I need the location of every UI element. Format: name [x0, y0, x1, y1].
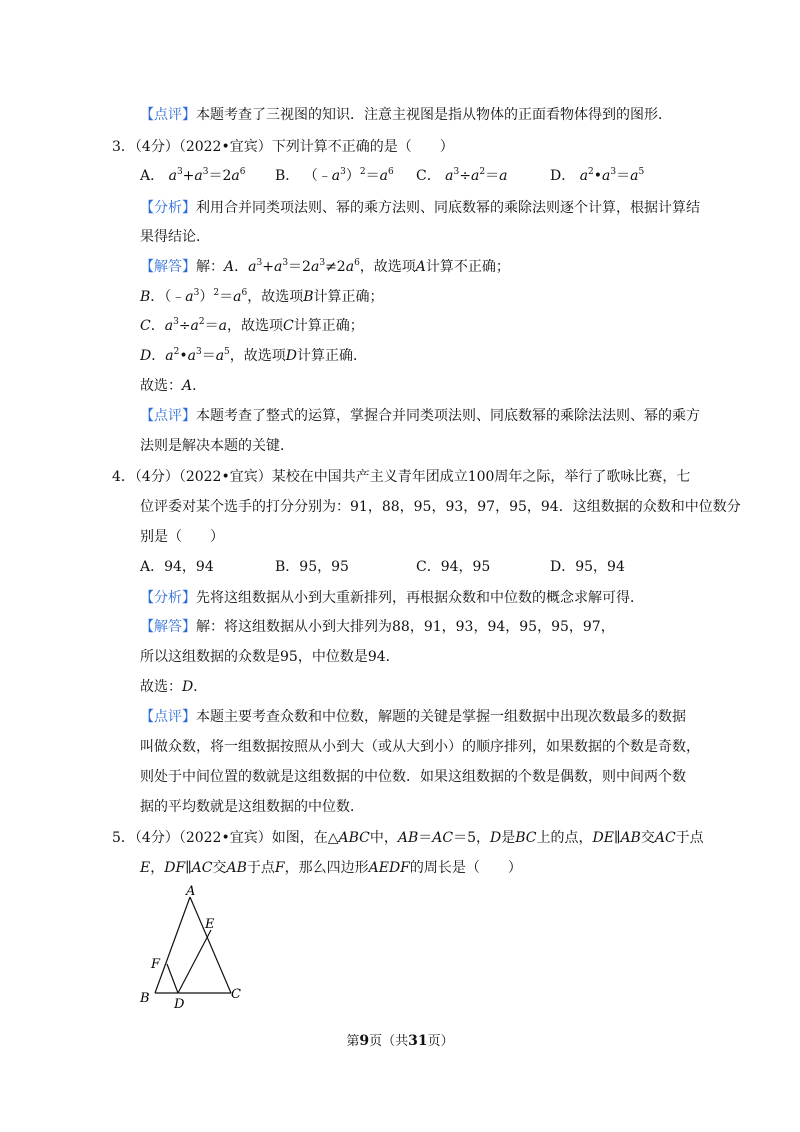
- review-text: 本题考查了三视图的知识．注意主视图是指从物体的正面看物体得到的图形．: [196, 107, 672, 123]
- q4-option-c: C．94，95: [416, 559, 491, 575]
- option-label: A．: [140, 168, 165, 184]
- question-number: 4．: [112, 469, 135, 485]
- option-label: D．: [550, 168, 576, 184]
- choice-label: 故选：: [140, 679, 182, 695]
- label-d: D: [174, 997, 185, 1010]
- stem-part: D: [490, 830, 502, 846]
- stem-part: AC: [191, 860, 213, 876]
- answer-text: 解：将这组数据从小到大排列为88，91，93，94，95，95，97，: [196, 619, 615, 635]
- q3-review: [140, 406, 700, 426]
- side-ac: [190, 897, 231, 993]
- answer-tag: 【解答】: [140, 619, 196, 635]
- q4-option-d: D．95，94: [550, 559, 625, 575]
- question-4-stem-3: [140, 527, 224, 547]
- stem-part: ＝5，: [453, 830, 491, 846]
- page-number: 9: [359, 1033, 370, 1049]
- analysis-text: 先将这组数据从小到大重新排列，再根据众数和中位数的概念求解可得．: [196, 590, 644, 606]
- stem-part: AC: [654, 830, 676, 846]
- footer-text: 页）: [427, 1034, 454, 1049]
- q4-answer-cont: [140, 647, 400, 667]
- label-a: A: [186, 884, 196, 899]
- stem-part: E: [140, 860, 151, 876]
- segment-de: [178, 930, 211, 993]
- question-5-stem-2: [140, 858, 522, 878]
- stem-part: ABC: [338, 830, 370, 846]
- question-number: 3．: [112, 139, 135, 155]
- analysis-tag: 【分析】: [140, 200, 196, 216]
- q4-option-a: A．94，94: [140, 559, 214, 575]
- q3-review-cont: [140, 436, 294, 456]
- stem-part: BC: [515, 830, 537, 846]
- q4-review-2: [140, 737, 700, 757]
- question-stem: 位评委对某个选手的打分分别为：91，88，95，93，97，95，94．这组数据的众数和中位数分: [140, 499, 741, 515]
- segment-df: [167, 964, 178, 993]
- stem-part: 上的点，: [536, 830, 593, 846]
- stem-part: ，那么四边形: [284, 860, 369, 876]
- q3-option-c: C． $a^3\div a^2=a$: [416, 167, 508, 184]
- stem-part: 于点: [246, 860, 275, 876]
- question-stem: （4分）（2022•宜宾）某校在中国共产主义青年团成立100周年之际，举行了歌咏比赛，七: [134, 469, 691, 485]
- q3-option-d: D． $a^2•a^3=a^5$: [550, 167, 645, 184]
- q4-option-b: B．95，95: [275, 559, 349, 575]
- review-text: 据的平均数就是这组数据的中位数．: [140, 799, 364, 815]
- question-5-stem: [112, 828, 704, 848]
- option-label: B．: [275, 168, 300, 184]
- q3-analysis: [140, 198, 700, 218]
- answer-tag: 【解答】: [140, 259, 196, 275]
- stem-part: ，: [150, 860, 165, 876]
- stem-part: DF: [164, 860, 186, 876]
- q3-analysis-cont: [140, 227, 210, 247]
- q3-answer-c: C．$a^3\div a^2=a$，故选项C计算正确；: [140, 317, 364, 334]
- stem-part: 的周长是（ ）: [409, 860, 522, 876]
- q4-answer: [140, 617, 615, 637]
- question-stem: 别是（ ）: [140, 529, 224, 545]
- stem-part: 于点: [675, 830, 704, 846]
- stem-part: 是: [501, 830, 516, 846]
- review-tag: 【点评】: [140, 107, 196, 123]
- q4-review: [140, 707, 686, 727]
- stem-part: AC: [432, 830, 454, 846]
- review-text: 法则是解决本题的关键．: [140, 438, 294, 454]
- q3-option-b: B． $(﹣a^3)^2=a^6$: [275, 167, 394, 184]
- stem-part: AB: [620, 830, 641, 846]
- question-4-stem-2: [140, 497, 741, 517]
- stem-part: ∥: [613, 830, 621, 846]
- stem-part: 中，: [369, 830, 398, 846]
- analysis-tag: 【分析】: [140, 590, 196, 606]
- stem-part: AB: [226, 860, 247, 876]
- stem-part: 交: [640, 830, 655, 846]
- question-number: 5．: [112, 830, 135, 846]
- choice-value: A: [182, 378, 193, 394]
- choice-label: 故选：: [140, 378, 182, 394]
- triangle-figure: [130, 880, 260, 1010]
- label-c: C: [231, 987, 241, 1002]
- label-f: F: [151, 957, 161, 972]
- question-4-stem: [112, 467, 690, 487]
- review-tag: 【点评】: [140, 709, 196, 725]
- review-text: 本题主要考查众数和中位数，解题的关键是掌握一组数据中出现次数最多的数据: [196, 709, 686, 725]
- stem-part: ＝: [418, 830, 433, 846]
- q3-answer-d: D．$a^2•a^3=a^5$，故选项D计算正确．: [140, 347, 368, 364]
- review-text: 本题考查了整式的运算，掌握合并同类项法则、同底数幂的乘除法法则、幂的乘方: [196, 408, 700, 424]
- footer-text: 页（共: [369, 1034, 409, 1049]
- prev-review: [140, 105, 672, 125]
- footer-text: 第: [346, 1034, 360, 1049]
- stem-part: （4分）（2022•宜宾）如图，在△: [134, 830, 339, 846]
- q3-choice: 故选：A．: [140, 378, 207, 394]
- review-text: 则处于中间位置的数就是这组数据的中位数．如果这组数据的个数是偶数，则中间两个数: [140, 769, 686, 785]
- analysis-text: 果得结论．: [140, 229, 210, 245]
- stem-part: AEDF: [368, 860, 410, 876]
- label-b: B: [140, 991, 150, 1006]
- total-pages: 31: [408, 1033, 428, 1049]
- option-label: C．: [416, 168, 441, 184]
- answer-text: 所以这组数据的众数是95，中位数是94．: [140, 649, 400, 665]
- stem-part: DE: [592, 830, 614, 846]
- choice-value: D: [182, 679, 194, 695]
- stem-part: AB: [397, 830, 419, 846]
- q3-answer-a: 【解答】解：A．$a^3+a^3=2a^3\ne 2a^6$，故选项A计算不正确；: [140, 258, 510, 275]
- page-footer: [0, 1031, 800, 1052]
- stem-part: 交: [212, 860, 227, 876]
- question-stem: （4分）（2022•宜宾）下列计算不正确的是（ ）: [134, 139, 454, 155]
- review-text: 叫做众数，将一组数据按照从小到大（或从大到小）的顺序排列，如果数据的个数是奇数，: [140, 739, 700, 755]
- q4-review-4: [140, 797, 364, 817]
- q4-review-3: [140, 767, 686, 787]
- question-3-header: [112, 137, 454, 157]
- stem-part: ∥: [185, 860, 192, 876]
- review-tag: 【点评】: [140, 408, 196, 424]
- label-e: E: [205, 917, 215, 932]
- q3-answer-b: B．$(﹣a^3)^2=a^6$，故选项B计算正确；: [140, 288, 384, 305]
- answer-text: 解：: [196, 259, 224, 275]
- q4-analysis: [140, 588, 644, 608]
- q3-option-a: A． $a^3+a^3=2a^6$: [140, 167, 246, 184]
- stem-part: F: [274, 860, 285, 876]
- analysis-text: 利用合并同类项法则、幂的乘方法则、同底数幂的乘除法则逐个计算，根据计算结: [196, 200, 700, 216]
- q4-choice: 故选：D．: [140, 679, 208, 695]
